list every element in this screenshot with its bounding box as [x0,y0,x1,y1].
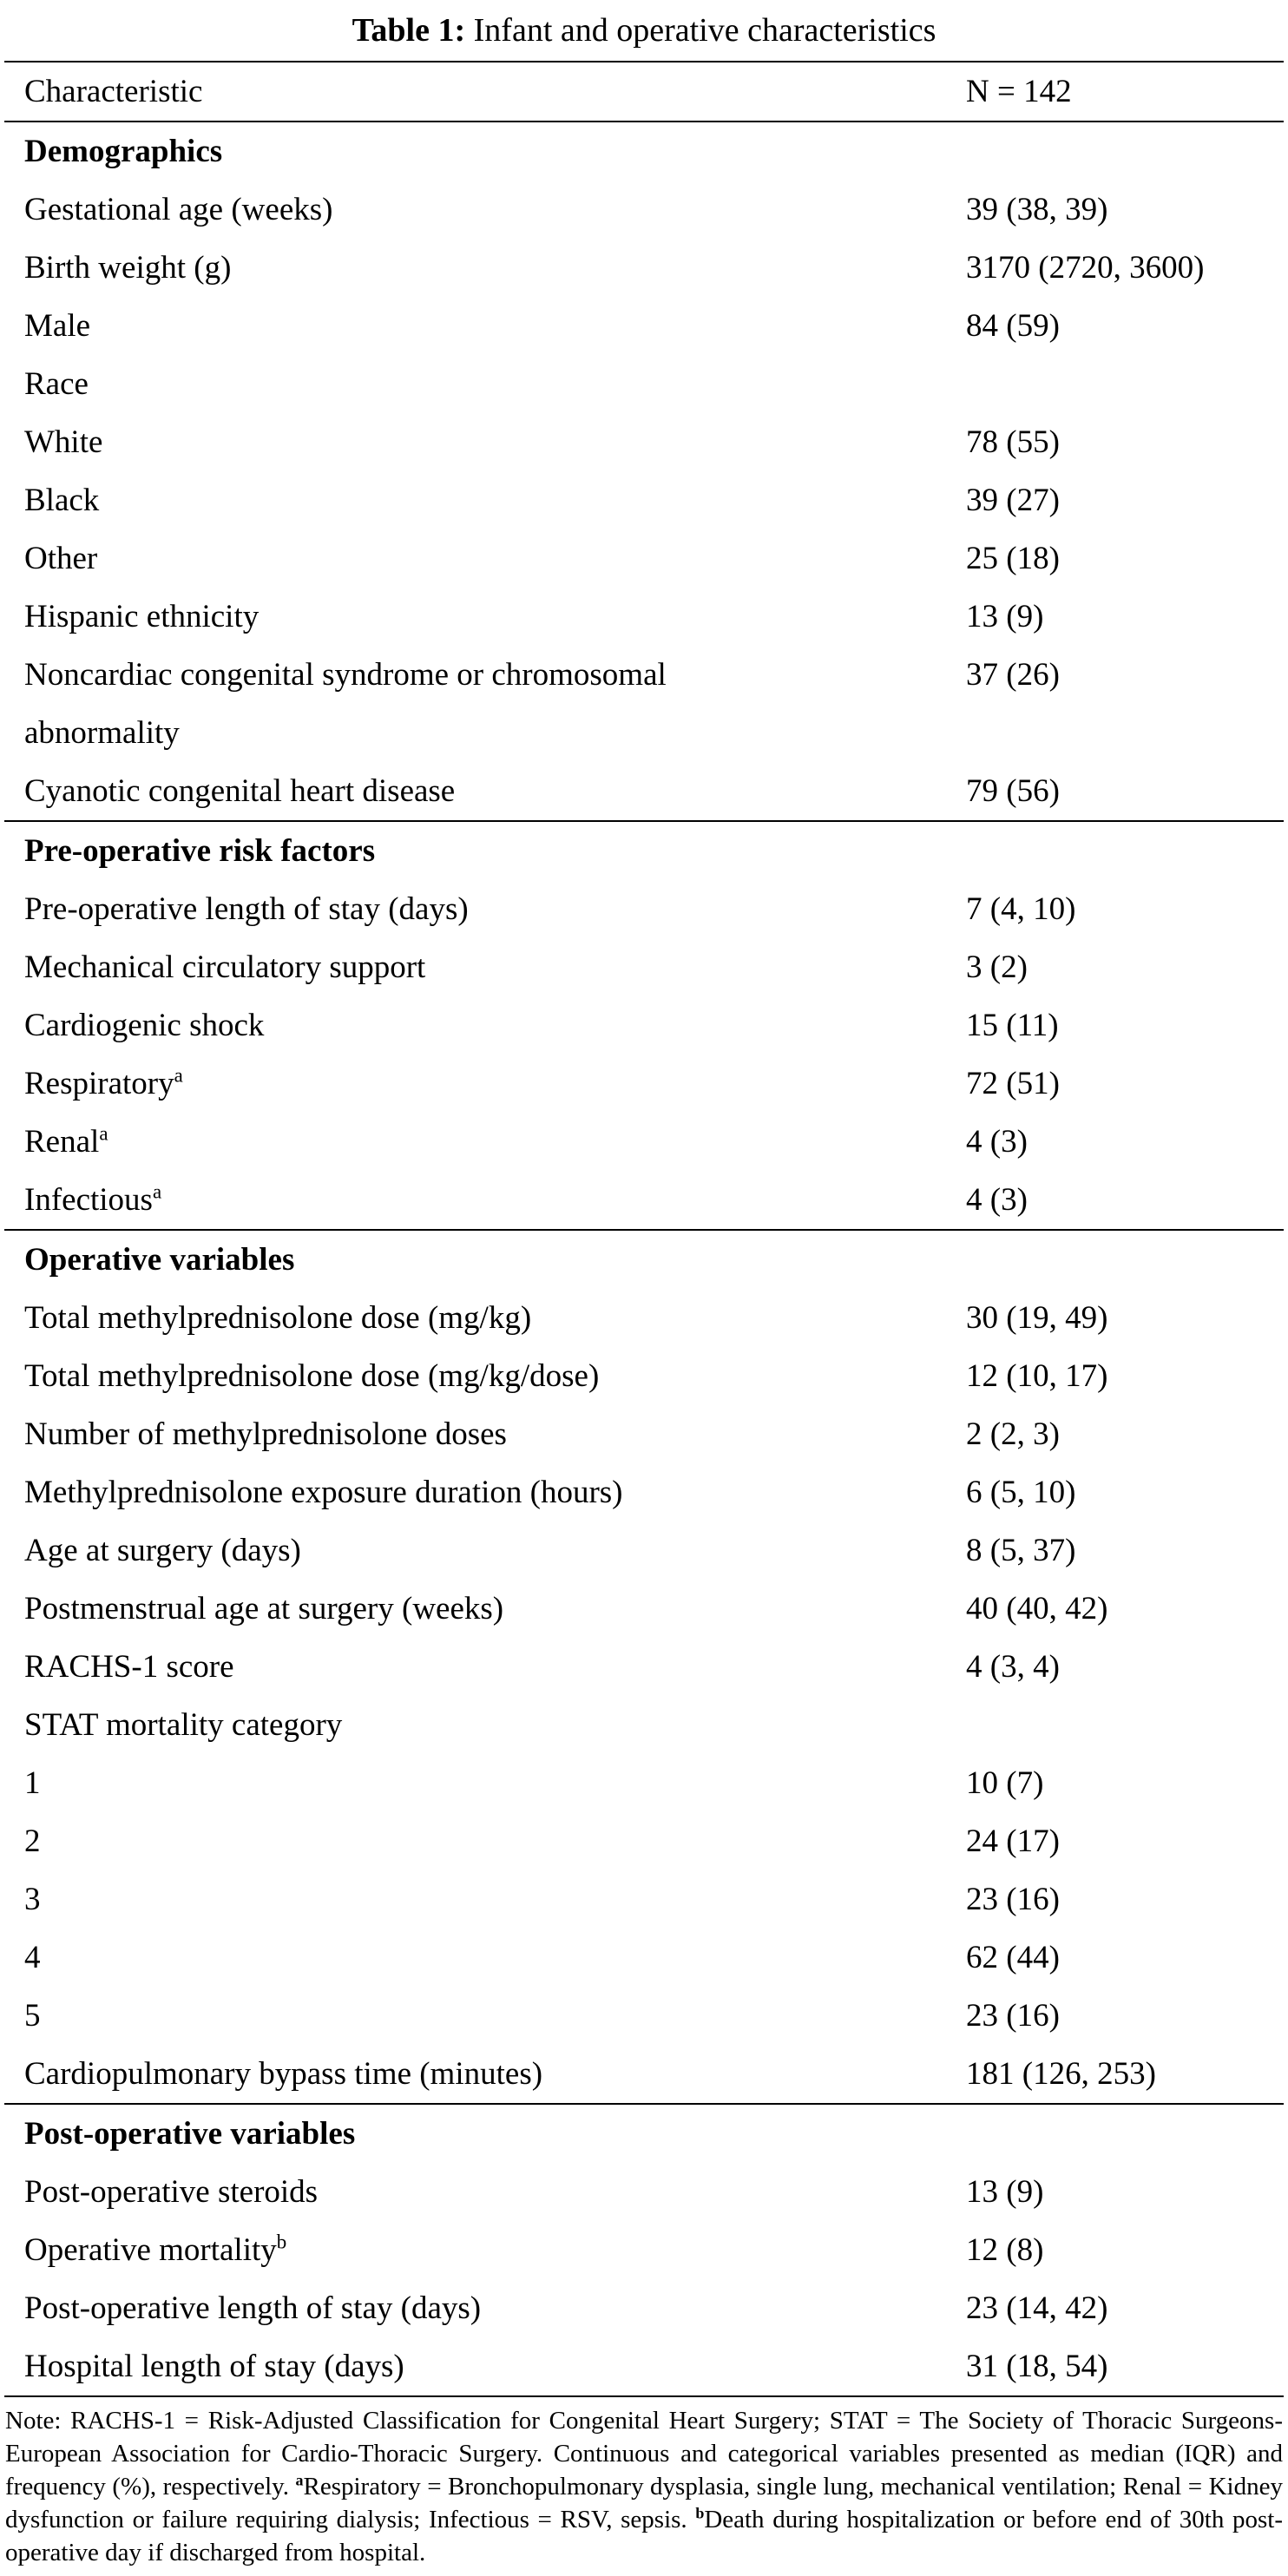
row-value: 72 (51) [966,1066,1060,1101]
row-value: 39 (27) [966,483,1060,518]
row-label: Post-operative length of stay (days) [24,2290,482,2326]
row-value: 13 (9) [966,2174,1044,2210]
table-row [0,1055,1288,1113]
row-label: Post-operative steroids [24,2174,319,2210]
row-label: Mechanical circulatory support [24,950,426,985]
row-label: Other [24,541,98,576]
row-value: 10 (7) [966,1765,1044,1801]
row-label: STAT mortality category [24,1707,343,1743]
table-row [0,1696,1288,1754]
row-value: 25 (18) [966,541,1060,576]
row-value: 12 (10, 17) [966,1358,1108,1394]
row-value: 13 (9) [966,599,1044,634]
row-label: Black [24,483,100,518]
section-header-row [0,122,1288,181]
table-title-label: Table 1: [352,12,466,49]
row-value: 39 (38, 39) [966,192,1108,227]
row-label: White [24,424,103,460]
table-row [0,588,1288,646]
table-row [0,938,1288,996]
table-row [0,646,1288,762]
column-header-characteristic: Characteristic [24,74,203,109]
row-label: Cardiopulmonary bypass time (minutes) [24,2056,543,2092]
row-value: 23 (14, 42) [966,2290,1108,2326]
row-value: 12 (8) [966,2232,1044,2268]
table-row [0,1638,1288,1696]
row-value: 15 (11) [966,1008,1059,1043]
row-label: Operative mortality$^b$ [24,2231,287,2268]
row-label: Cyanotic congenital heart disease [24,773,456,809]
table-row [0,181,1288,239]
table-title-text: Infant and operative characteristics [473,12,936,49]
row-value: 31 (18, 54) [966,2349,1108,2384]
row-value: 6 (5, 10) [966,1475,1076,1510]
row-value: 84 (59) [966,308,1060,344]
row-value: 4 (3, 4) [966,1649,1060,1685]
table-row [0,1580,1288,1638]
table-row [0,880,1288,938]
row-value: 7 (4, 10) [966,891,1076,927]
row-label: Hispanic ethnicity [24,599,260,634]
section-title: Operative variables [24,1242,295,1278]
table-footnote [0,2397,1288,2573]
superscript-marker: a [99,1122,108,1145]
row-value: 3170 (2720, 3600) [966,250,1205,286]
section-header-row [0,2105,1288,2163]
row-value: 8 (5, 37) [966,1533,1076,1568]
row-label: 1 [24,1765,41,1801]
table-row [0,239,1288,297]
row-value: 40 (40, 42) [966,1591,1108,1626]
table-row [0,471,1288,529]
table-row [0,2221,1288,2279]
row-value: 30 (19, 49) [966,1300,1108,1336]
table-row [0,1521,1288,1580]
table-row [0,1289,1288,1347]
table-body [0,121,1288,2395]
row-value: 23 (16) [966,1998,1060,2034]
row-label: Race [24,366,89,402]
table-header-row [0,62,1288,121]
table-row [0,1987,1288,2045]
row-value: 3 (2) [966,950,1028,985]
superscript-marker: b [276,2231,287,2253]
superscript-marker: a [174,1064,183,1087]
row-label: Gestational age (weeks) [24,192,333,227]
row-label: Total methylprednisolone dose (mg/kg) [24,1300,532,1336]
table-row [0,1347,1288,1405]
column-header-n: N = 142 [966,74,1072,109]
table-row [0,297,1288,355]
row-value: 2 (2, 3) [966,1416,1060,1452]
footnote-superscript: b [695,2504,705,2522]
table-row [0,413,1288,471]
row-label: Noncardiac congenital syndrome or chromosomal abnormality [24,657,667,751]
row-value: 23 (16) [966,1882,1060,1917]
row-label: 5 [24,1998,41,2034]
table-row [0,996,1288,1055]
row-label: 3 [24,1882,41,1917]
row-value: 181 (126, 253) [966,2056,1156,2092]
row-value: 37 (26) [966,657,1060,693]
table-row [0,2279,1288,2337]
row-label: Methylprednisolone exposure duration (hours) [24,1475,623,1510]
row-label: Respiratory$^a$ [24,1064,183,1101]
row-label: Renal$^a$ [24,1122,108,1160]
table-row [0,1405,1288,1463]
row-value: 62 (44) [966,1940,1060,1975]
row-value: 4 (3) [966,1182,1028,1218]
row-value: 79 (56) [966,773,1060,809]
row-label: 4 [24,1940,41,1975]
table-row [0,1171,1288,1229]
table-row [0,1463,1288,1521]
row-label: Number of methylprednisolone doses [24,1416,507,1452]
row-value: 4 (3) [966,1124,1028,1160]
table-row [0,1870,1288,1929]
footnote-text: Respiratory = Bronchopulmonary dysplasia, single lung, mechanical ventilation; Renal = Kidney dysfunction or failure requiring dialysis; Infectious = RSV, sepsis. [5,2473,1283,2533]
row-label: Male [24,308,91,344]
row-label: Total methylprednisolone dose (mg/kg/dose) [24,1358,600,1394]
section-header-row [0,822,1288,880]
row-label: Cardiogenic shock [24,1008,265,1043]
table-row [0,1929,1288,1987]
table-title [0,5,1288,56]
table-row [0,1754,1288,1812]
row-value: 78 (55) [966,424,1060,460]
row-label: 2 [24,1824,41,1859]
table-row [0,2045,1288,2103]
table-row [0,2337,1288,2395]
row-label: RACHS-1 score [24,1649,234,1685]
row-label: Age at surgery (days) [24,1533,301,1568]
section-header-row [0,1231,1288,1289]
table-row [0,762,1288,820]
section-title: Demographics [24,134,223,169]
footnote-superscript: a [295,2471,304,2489]
row-value: 24 (17) [966,1824,1060,1859]
footnote-text: Note: RACHS-1 = Risk-Adjusted Classification for Congenital Heart Surgery; STAT = The Society of Thoracic Surgeons-European Association for Cardio-Thoracic Surgery. Continuous and categorical variables presented as median (IQR) and frequency (%), respectively. [5,2407,1283,2500]
section-title: Pre-operative risk factors [24,833,376,869]
table-row [0,529,1288,588]
table-row [0,1812,1288,1870]
section-title: Post-operative variables [24,2116,356,2152]
table-row [0,355,1288,413]
superscript-marker: a [152,1180,162,1203]
row-label: Pre-operative length of stay (days) [24,891,469,927]
table-row [0,1113,1288,1171]
row-label: Postmenstrual age at surgery (weeks) [24,1591,504,1626]
row-label: Birth weight (g) [24,250,232,286]
footnote-text: Death during hospitalization or before end of 30th post-operative day if discharged from hospital. [5,2506,1283,2566]
row-label: Hospital length of stay (days) [24,2349,404,2384]
table-row [0,2163,1288,2221]
row-label: Infectious$^a$ [24,1180,162,1218]
